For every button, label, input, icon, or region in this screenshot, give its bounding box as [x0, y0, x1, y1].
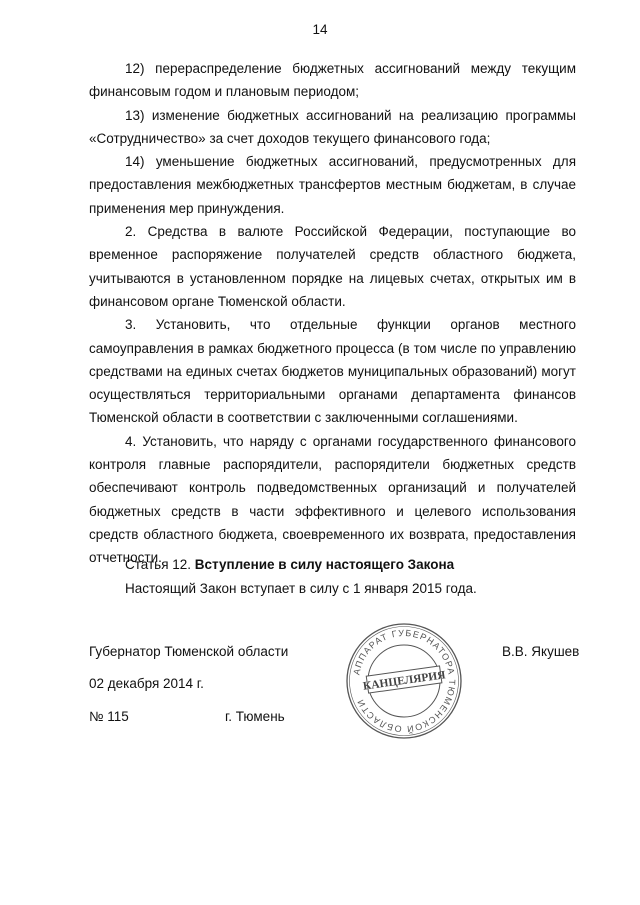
- paragraph-14: 14) уменьшение бюджетных ассигнований, предусмотренных для предоставления межбюджетных трансфертов местным бюджетам, в случае применения мер принуждения.: [89, 154, 576, 216]
- signature-date: 02 декабря 2014 г.: [89, 676, 204, 691]
- paragraph-13: 13) изменение бюджетных ассигнований на реализацию программы «Сотрудничество» за счет доходов текущего финансового года;: [89, 107, 576, 146]
- signatory-name: В.В. Якушев: [502, 644, 580, 659]
- stamp-ring-text: АППАРАТ ГУБЕРНАТОРА ТЮМЕНСКОЙ ОБЛАСТИ: [351, 627, 458, 735]
- paragraph-part-4: 4. Установить, что наряду с органами государственного финансового контроля главные распорядители, распорядители бюджетных средств обеспечивают контроль подведомственных организаций и получателей бюджетных средств в части эффективного и целевого использования средств областного бюджета, своевременного их возврата, предоставления отчетности.: [89, 433, 576, 566]
- signatory-position: Губернатор Тюменской области: [89, 644, 289, 659]
- article-prefix: Статья 12.: [125, 557, 195, 572]
- office-stamp: [345, 622, 463, 740]
- signature-city: г. Тюмень: [225, 709, 285, 724]
- law-number: № 115: [89, 709, 129, 724]
- article-heading: [125, 553, 477, 577]
- page-number: 14: [312, 22, 328, 37]
- paragraph-part-2: 2. Средства в валюте Российской Федерации, поступающие во временное распоряжение получателей средств областного бюджета, учитываются в установленном порядке на лицевых счетах, открытых им в финансовом органе Тюменской области.: [89, 224, 576, 309]
- article-text: Настоящий Закон вступает в силу с 1 января 2015 года.: [125, 581, 477, 596]
- paragraph-12: 12) перераспределение бюджетных ассигнований между текущим финансовым годом и плановым периодом;: [89, 61, 576, 100]
- paragraph-part-3: 3. Установить, что отдельные функции органов местного самоуправления в рамках бюджетного процесса (в том числе по управлению средствами на единых счетах бюджетов муниципальных образований) могут осуществляться территориальными органами департамента финансов Тюменской области в соответствии с заключенными соглашениями.: [89, 317, 576, 426]
- article-title: Вступление в силу настоящего Закона: [194, 557, 455, 572]
- stamp-center-text: КАНЦЕЛЯРИЯ: [362, 669, 447, 693]
- body-text: [89, 57, 576, 570]
- article-12: [125, 553, 477, 601]
